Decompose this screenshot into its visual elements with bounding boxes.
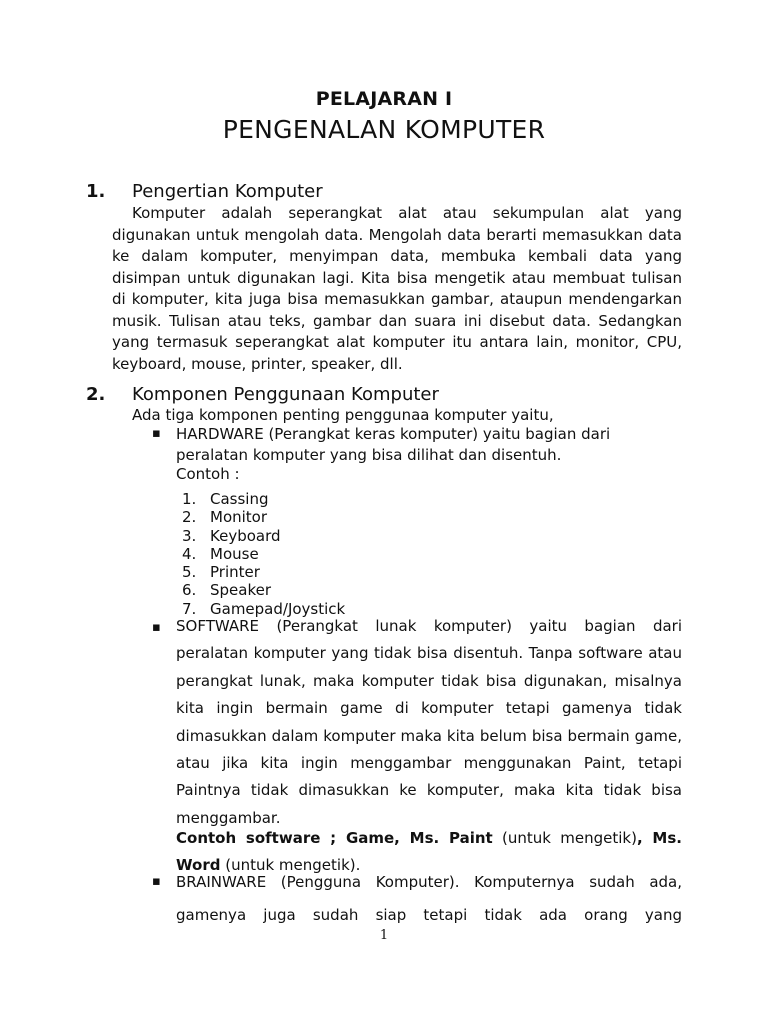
- list-item: 6. Speaker: [182, 581, 272, 600]
- software-desc: (Perangkat lunak komputer) yaitu bagian dari peralatan komputer yang tidak bisa disentuh. Tanpa software atau perangkat lunak, maka komputer tidak bisa digunakan, misalnya kita ingin bermain game di komputer tetapi gamenya tidak dimasukkan dalam komputer maka kita belum bisa bermain game, atau jika kita ingin menggambar menggunakan Paint, tetapi Paintnya tidak dimasukkan ke komputer, maka kita tidak bisa menggambar.: [176, 617, 682, 827]
- brainware-term: BRAINWARE: [176, 873, 267, 891]
- hardware-example-label: Contoh :: [176, 465, 240, 483]
- square-bullet-icon: ▪: [152, 874, 161, 889]
- square-bullet-icon: ▪: [152, 426, 161, 441]
- section-1-number: 1.: [86, 181, 106, 202]
- section-1-paragraph: [112, 203, 682, 375]
- hardware-item: [176, 424, 682, 466]
- hardware-examples-list: [182, 490, 345, 618]
- square-bullet-icon: ▪: [152, 620, 161, 635]
- page-title: PENGENALAN KOMPUTER: [222, 115, 546, 144]
- section-2-number: 2.: [86, 384, 106, 405]
- list-item: 2. Monitor: [182, 508, 268, 527]
- lesson-heading: PELAJARAN I: [315, 88, 453, 110]
- hardware-term: HARDWARE: [176, 425, 264, 443]
- hardware-desc: (Perangkat keras komputer) yaitu bagian dari peralatan komputer yang bisa dilihat dan disentuh.: [176, 425, 611, 464]
- list-item: 4. Mouse: [182, 544, 259, 563]
- section-2-title: Komponen Penggunaan Komputer: [132, 384, 439, 405]
- section-1-body: Komputer adalah seperangkat alat atau sekumpulan alat yang digunakan untuk mengolah data. Mengolah data berarti memasukkan data ke dalam komputer, menyimpan data, membuka kembali data yang disimpan untuk digunakan lagi. Kita bisa mengetik atau membuat tulisan di komputer, kita juga bisa memasukkan gambar, ataupun mendengarkan musik. Tulisan atau teks, gambar dan suara ini disebut data. Sedangkan yang termasuk seperangkat alat komputer itu antara lain, monitor, CPU, keyboard, mouse, printer, speaker, dll.: [112, 204, 682, 373]
- section-1-title: Pengertian Komputer: [132, 181, 323, 202]
- brainware-desc: (Pengguna Komputer). Komputernya sudah ada, gamenya juga sudah siap tetapi tidak ada orang yang: [176, 873, 682, 924]
- section-2-intro: Ada tiga komponen penting penggunaa komputer yaitu,: [132, 406, 554, 424]
- list-item: 5. Printer: [182, 563, 260, 582]
- list-item: 1. Cassing: [182, 490, 269, 508]
- brainware-item: [176, 866, 682, 932]
- software-item: [176, 613, 682, 832]
- list-item: 3. Keyboard: [182, 526, 281, 545]
- software-examples: Contoh software ; Game, Ms. Paint (untuk mengetik), Ms. Word (untuk mengetik).: [176, 829, 682, 874]
- list-item: 7. Gamepad/Joystick: [182, 599, 346, 618]
- software-term: SOFTWARE: [176, 617, 260, 635]
- page-number: 1: [379, 928, 389, 943]
